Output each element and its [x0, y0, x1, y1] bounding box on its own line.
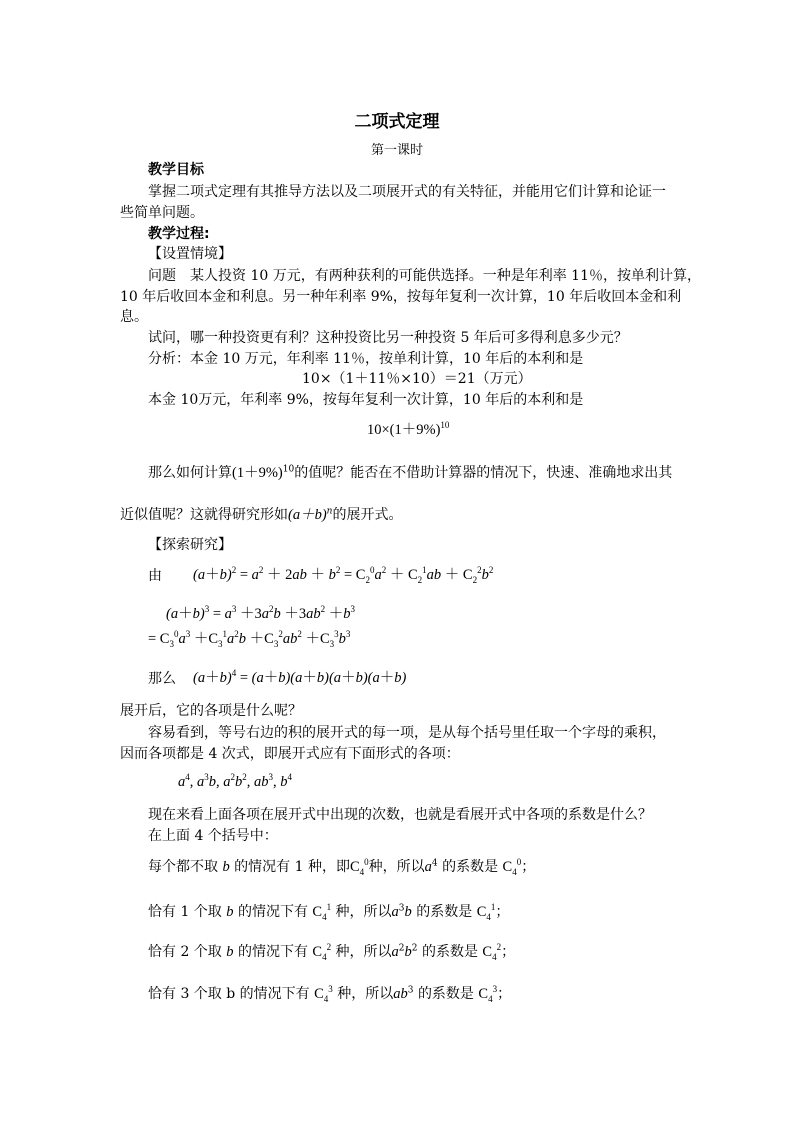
- expansion-cube-binomial: = $C_3^0a^3 +C_3^1a^2b +C_3^2ab^2 +C_3^3b^3$: [148, 629, 351, 649]
- case-2-line: 恰有 2 个取 b 的情况下有 $C_4^2$ 种，所以$a^2b^2$ 的系数是 $C_4^2$；: [148, 942, 516, 962]
- approx-suffix: 的展开式。: [332, 507, 403, 523]
- approx-prefix: 近似值呢？这就得研究形如: [120, 507, 288, 523]
- case-1-text-b: 的情况下有: [237, 904, 308, 920]
- approx-expression: (a＋b): [288, 507, 327, 523]
- then-label: 那么: [148, 671, 176, 687]
- how-compute-prefix: 那么如何计算: [148, 465, 232, 481]
- case-2-semicolon: ；: [501, 944, 516, 960]
- goal-heading: 教学目标: [148, 162, 204, 178]
- goal-line-2: 些简单问题。: [120, 205, 204, 221]
- expansion-fourth: $(a+b)^4 = (a+b)(a+b)(a+b)(a+b)$: [193, 668, 407, 686]
- after-expand-line: 展开后，它的各项是什么呢？: [120, 703, 302, 719]
- formula-simple-interest: 10×（1＋11％×10）＝21（万元）: [302, 371, 532, 387]
- by-label: 由: [148, 568, 162, 584]
- how-compute-suffix: 的值呢？能否在不借助计算器的情况下，快速、准确地求出其: [294, 465, 673, 481]
- case-3-text-d: 的系数是: [417, 986, 474, 1002]
- formula-compound-interest: [367, 421, 449, 439]
- how-compute-exponent: 10: [282, 464, 295, 475]
- how-compute-line: [148, 464, 672, 482]
- section-setting: 【设置情境】: [148, 246, 232, 262]
- expansion-square: $(a+b)^2 = a^2 + 2ab + b^2 = C_2^0a^2 + C_2^1ab + C_2^2b^2$: [193, 565, 494, 585]
- analysis-line-1: 分析：本金 10 万元，年利率 11％，按单利计算，10 年后的本利和是: [148, 351, 584, 367]
- case-0-text-c: 种，所以: [368, 859, 425, 875]
- problem-line-1: 问题 某人投资 10 万元，有两种获利的可能供选择。一种是年利率 11％，按单利计算，: [148, 268, 701, 284]
- case-0-text-a: 每个都不取: [148, 859, 218, 875]
- approx-line: [120, 506, 402, 524]
- now-look-line: 现在来看上面各项在展开式中出现的次数，也就是看展开式中各项的系数是什么？: [148, 807, 652, 823]
- analysis-line-2: 本金 10万元，年利率 9%，按每年复利一次计算，10 年后的本利和是: [148, 392, 584, 408]
- lesson-subtitle: 第一课时: [370, 143, 423, 158]
- case-3-semicolon: ；: [497, 986, 512, 1002]
- document-title: 二项式定理: [354, 112, 440, 132]
- case-2-text-c: 种，所以: [335, 944, 392, 960]
- case-0-text-d: 的系数是: [442, 859, 499, 875]
- case-1-line: 恰有 1 个取 b 的情况下有 $C_4^1$ 种，所以$a^3b$ 的系数是 $C_4^1$；: [148, 902, 510, 922]
- case-1-text-c: 种，所以: [335, 904, 392, 920]
- process-heading: 教学过程:: [148, 226, 210, 242]
- expansion-cube: $(a+b)^3 = a^3 +3a^2b +3ab^2 +b^3$: [166, 604, 355, 622]
- problem-line-3: 息。: [120, 309, 148, 325]
- case-2-text-a: 恰有 2 个取: [148, 944, 222, 960]
- case-3-text-a: 恰有 3 个取 b 的情况下有: [148, 986, 310, 1002]
- case-2-text-b: 的情况下有: [237, 944, 308, 960]
- term-list: $a^4$, $a^3b$, $a^2b^2$, $ab^3$, $b^4$: [178, 772, 292, 790]
- section-explore: 【探索研究】: [148, 537, 232, 553]
- case-0-text-b: 的情况有 1 种，即: [234, 859, 350, 875]
- case-1-semicolon: ；: [495, 904, 510, 920]
- approx-exponent: n: [326, 506, 333, 517]
- how-compute-base: (1＋9%): [232, 465, 283, 481]
- in-brackets-line: 在上面 4 个括号中：: [148, 828, 278, 844]
- easy-line-2: 因而各项都是 4 次式，即展开式应有下面形式的各项：: [120, 746, 460, 762]
- case-3-line: 恰有 3 个取 b 的情况下有 $C_4^3$ 种，所以$ab^3$ 的系数是 $C_4^3$；: [148, 984, 512, 1004]
- easy-line-1: 容易看到，等号右边的积的展开式的每一项，是从每个括号里任取一个字母的乘积，: [148, 725, 666, 741]
- problem-line-2: 10 年后收回本金和利息。另一种年利率 9%，按每年复利一次计算，10 年后收回本金和利: [120, 289, 682, 305]
- case-1-text-d: 的系数是: [416, 904, 473, 920]
- case-2-text-d: 的系数是: [421, 944, 478, 960]
- goal-line-1: 掌握二项式定理有其推导方法以及二项展开式的有关特征，并能用它们计算和论证一: [148, 184, 666, 200]
- case-1-text-a: 恰有 1 个取: [148, 904, 222, 920]
- formula-compound-exponent: 10: [440, 420, 450, 431]
- case-3-text-c: 种，所以: [337, 986, 394, 1002]
- question-line: 试问，哪一种投资更有利？这种投资比另一种投资 5 年后可多得利息多少元？: [148, 330, 628, 346]
- formula-compound-base: 10×(1＋9%): [367, 422, 441, 438]
- case-0-semicolon: ；: [521, 859, 536, 875]
- case-0-line: 每个都不取 b 的情况有 1 种，即$C_4^0$种，所以$a^4$ 的系数是 $C_4^0$；: [148, 857, 536, 877]
